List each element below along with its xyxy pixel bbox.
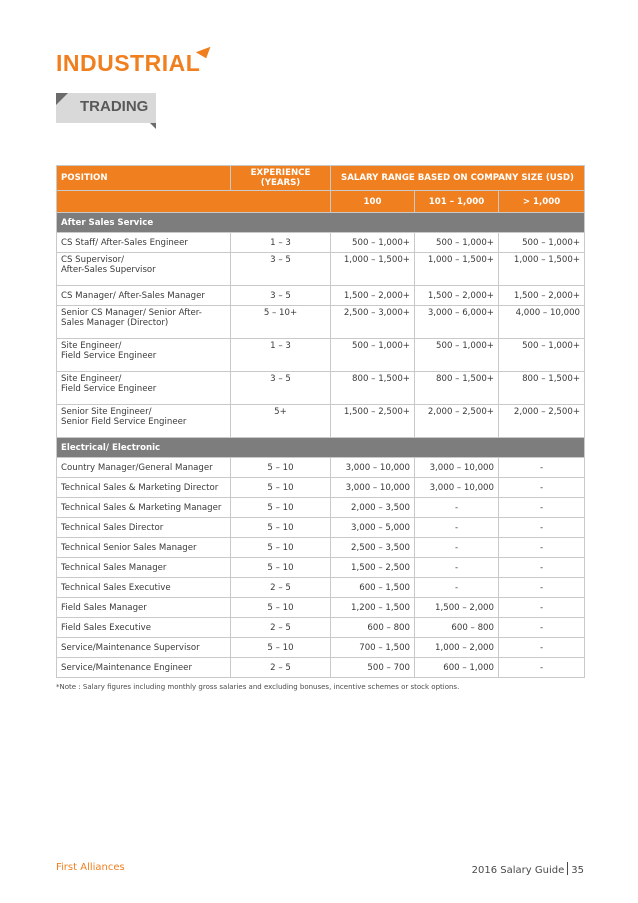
- cell-position: Technical Sales Manager: [57, 558, 231, 578]
- cell-experience: 5 – 10: [231, 598, 331, 618]
- cell-position: Service/Maintenance Engineer: [57, 658, 231, 678]
- cell-position: CS Supervisor/ After-Sales Supervisor: [57, 253, 231, 286]
- cell-salary-large: -: [499, 478, 585, 498]
- cell-experience: 5 – 10: [231, 458, 331, 478]
- footer-company: First Alliances: [56, 862, 125, 873]
- cell-experience: 5+: [231, 405, 331, 438]
- table-row: [57, 458, 585, 478]
- cell-experience: 3 – 5: [231, 372, 331, 405]
- cell-salary-large: -: [499, 558, 585, 578]
- category-badge: [56, 93, 156, 123]
- cell-salary-large: -: [499, 498, 585, 518]
- cell-experience: 1 – 3: [231, 339, 331, 372]
- cell-position: CS Manager/ After-Sales Manager: [57, 286, 231, 306]
- cell-salary-large: -: [499, 618, 585, 638]
- footer-divider: [567, 862, 568, 875]
- cell-experience: 5 – 10: [231, 538, 331, 558]
- cell-salary-medium: 3,000 – 6,000+: [415, 306, 499, 339]
- cell-experience: 1 – 3: [231, 233, 331, 253]
- footnote: *Note : Salary figures including monthly gross salaries and excluding bonuses, incentive schemes or stock options.: [56, 683, 460, 691]
- cell-experience: 5 – 10: [231, 478, 331, 498]
- cell-salary-medium: 3,000 – 10,000: [415, 458, 499, 478]
- cell-salary-medium: 1,500 – 2,000+: [415, 286, 499, 306]
- cell-salary-small: 1,500 – 2,500: [331, 558, 415, 578]
- cell-salary-small: 1,200 – 1,500: [331, 598, 415, 618]
- cell-salary-large: 4,000 – 10,000: [499, 306, 585, 339]
- cell-salary-medium: 1,500 – 2,000: [415, 598, 499, 618]
- column-header-salary: SALARY RANGE BASED ON COMPANY SIZE (USD): [331, 166, 585, 191]
- cell-salary-large: 800 – 1,500+: [499, 372, 585, 405]
- cell-experience: 5 – 10: [231, 518, 331, 538]
- cell-salary-small: 2,000 – 3,500: [331, 498, 415, 518]
- page-title: INDUSTRIAL: [56, 50, 201, 76]
- cell-salary-medium: 3,000 – 10,000: [415, 478, 499, 498]
- cell-salary-large: -: [499, 638, 585, 658]
- cell-salary-large: 1,500 – 2,000+: [499, 286, 585, 306]
- cell-salary-medium: 800 – 1,500+: [415, 372, 499, 405]
- cell-salary-small: 3,000 – 10,000: [331, 478, 415, 498]
- section-row: [57, 213, 585, 233]
- table-row: [57, 372, 585, 405]
- cell-experience: 5 – 10: [231, 558, 331, 578]
- cell-salary-medium: -: [415, 558, 499, 578]
- cell-position: Technical Senior Sales Manager: [57, 538, 231, 558]
- table-row: [57, 306, 585, 339]
- table-row: [57, 478, 585, 498]
- cell-salary-medium: 500 – 1,000+: [415, 233, 499, 253]
- cell-salary-small: 1,000 – 1,500+: [331, 253, 415, 286]
- cell-salary-large: 500 – 1,000+: [499, 339, 585, 372]
- cell-salary-small: 700 – 1,500: [331, 638, 415, 658]
- cell-salary-small: 1,500 – 2,500+: [331, 405, 415, 438]
- cell-experience: 5 – 10: [231, 638, 331, 658]
- cell-salary-medium: 600 – 1,000: [415, 658, 499, 678]
- section-row: [57, 438, 585, 458]
- cell-salary-medium: 600 – 800: [415, 618, 499, 638]
- section-title: After Sales Service: [57, 213, 585, 233]
- corner-fold-icon: [56, 93, 68, 105]
- cell-salary-small: 3,000 – 10,000: [331, 458, 415, 478]
- table-row: [57, 538, 585, 558]
- header: [56, 50, 200, 77]
- cell-salary-large: -: [499, 658, 585, 678]
- table-row: [57, 638, 585, 658]
- cell-salary-small: 2,500 – 3,000+: [331, 306, 415, 339]
- cell-position: Senior CS Manager/ Senior After- Sales Manager (Director): [57, 306, 231, 339]
- cell-salary-medium: 1,000 – 2,000: [415, 638, 499, 658]
- size-header-large: > 1,000: [499, 191, 585, 213]
- cell-salary-large: 2,000 – 2,500+: [499, 405, 585, 438]
- cell-salary-medium: 1,000 – 1,500+: [415, 253, 499, 286]
- footer-guide-title: 2016 Salary Guide: [471, 865, 565, 876]
- table-row: [57, 558, 585, 578]
- cell-experience: 5 – 10+: [231, 306, 331, 339]
- cell-salary-large: -: [499, 538, 585, 558]
- cell-salary-large: -: [499, 518, 585, 538]
- cell-position: Technical Sales & Marketing Manager: [57, 498, 231, 518]
- footer-guide: [472, 862, 584, 876]
- cell-salary-medium: -: [415, 578, 499, 598]
- cell-salary-large: -: [499, 598, 585, 618]
- cell-salary-small: 500 – 1,000+: [331, 339, 415, 372]
- cell-experience: 5 – 10: [231, 498, 331, 518]
- salary-table: [56, 165, 585, 678]
- table-row: [57, 233, 585, 253]
- cell-experience: 2 – 5: [231, 618, 331, 638]
- cell-position: Field Sales Executive: [57, 618, 231, 638]
- table-row: [57, 498, 585, 518]
- cell-salary-small: 3,000 – 5,000: [331, 518, 415, 538]
- cell-salary-small: 600 – 800: [331, 618, 415, 638]
- cell-position: Site Engineer/ Field Service Engineer: [57, 339, 231, 372]
- cell-salary-large: 1,000 – 1,500+: [499, 253, 585, 286]
- column-header-experience: EXPERIENCE (YEARS): [231, 166, 331, 191]
- page-number: 35: [571, 865, 584, 876]
- cell-position: Technical Sales Executive: [57, 578, 231, 598]
- cell-experience: 3 – 5: [231, 253, 331, 286]
- table-row: [57, 618, 585, 638]
- table-row: [57, 658, 585, 678]
- table-row: [57, 598, 585, 618]
- cell-salary-medium: 500 – 1,000+: [415, 339, 499, 372]
- cell-salary-medium: 2,000 – 2,500+: [415, 405, 499, 438]
- table-row: [57, 518, 585, 538]
- cell-salary-large: -: [499, 458, 585, 478]
- table-body: [57, 213, 585, 678]
- cell-position: Field Sales Manager: [57, 598, 231, 618]
- cell-salary-small: 2,500 – 3,500: [331, 538, 415, 558]
- table-row: [57, 286, 585, 306]
- table-row: [57, 253, 585, 286]
- cell-salary-small: 1,500 – 2,000+: [331, 286, 415, 306]
- table-row: [57, 578, 585, 598]
- cell-salary-medium: -: [415, 538, 499, 558]
- cell-salary-small: 500 – 1,000+: [331, 233, 415, 253]
- size-header-small: 100: [331, 191, 415, 213]
- cell-salary-small: 500 – 700: [331, 658, 415, 678]
- section-title: Electrical/ Electronic: [57, 438, 585, 458]
- cell-salary-large: -: [499, 578, 585, 598]
- cell-position: CS Staff/ After-Sales Engineer: [57, 233, 231, 253]
- cell-position: Site Engineer/ Field Service Engineer: [57, 372, 231, 405]
- table-row: [57, 339, 585, 372]
- cell-salary-medium: -: [415, 518, 499, 538]
- cell-position: Technical Sales & Marketing Director: [57, 478, 231, 498]
- cell-experience: 3 – 5: [231, 286, 331, 306]
- cell-position: Country Manager/General Manager: [57, 458, 231, 478]
- cell-experience: 2 – 5: [231, 578, 331, 598]
- cell-salary-medium: -: [415, 498, 499, 518]
- column-header-position: POSITION: [57, 166, 231, 191]
- cell-salary-small: 600 – 1,500: [331, 578, 415, 598]
- subheader-blank: [57, 191, 331, 213]
- table-row: [57, 405, 585, 438]
- cell-position: Senior Site Engineer/ Senior Field Service Engineer: [57, 405, 231, 438]
- badge-tail-icon: [150, 123, 156, 129]
- category-label: TRADING: [80, 98, 149, 115]
- cell-position: Service/Maintenance Supervisor: [57, 638, 231, 658]
- cell-position: Technical Sales Director: [57, 518, 231, 538]
- size-header-medium: 101 – 1,000: [415, 191, 499, 213]
- cell-experience: 2 – 5: [231, 658, 331, 678]
- cell-salary-large: 500 – 1,000+: [499, 233, 585, 253]
- cell-salary-small: 800 – 1,500+: [331, 372, 415, 405]
